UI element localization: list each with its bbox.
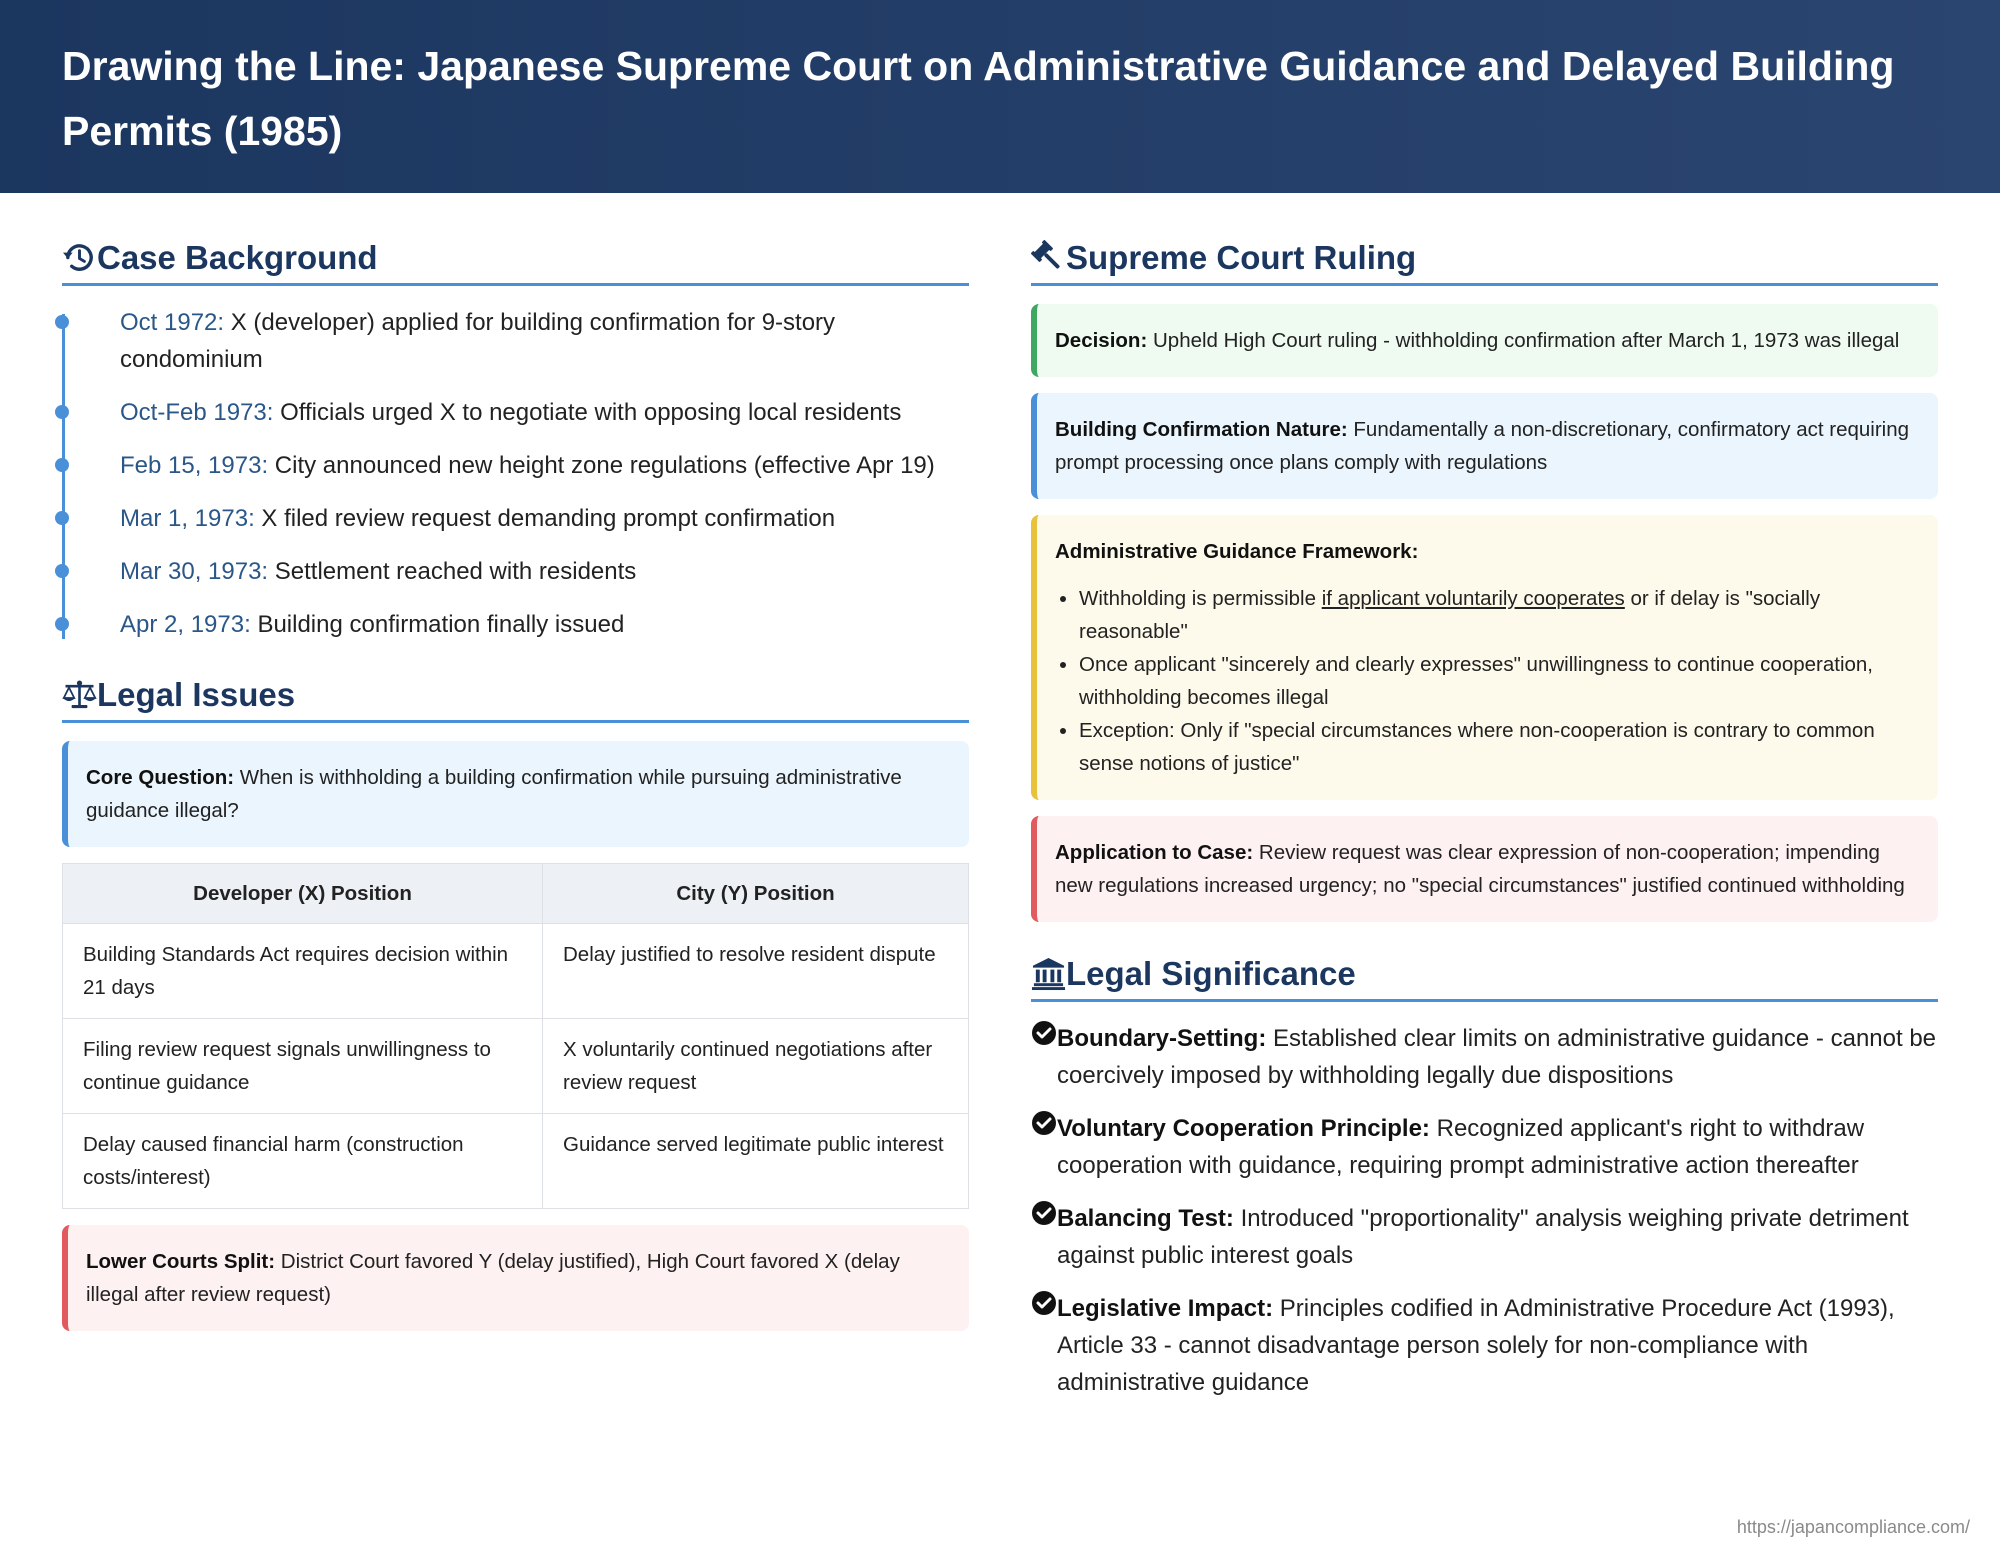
timeline-date: Apr 2, 1973: <box>120 611 251 638</box>
list-item <box>1031 1110 1938 1184</box>
left-column <box>62 240 969 1331</box>
timeline-item <box>120 304 969 378</box>
table-cell: Delay caused financial harm (construction costs/interest) <box>63 1114 543 1209</box>
significance-item-body <box>1057 1110 1938 1184</box>
significance-list <box>1031 1020 1938 1401</box>
decision-label: Decision: <box>1055 329 1148 352</box>
check-circle-icon <box>1031 1110 1057 1136</box>
significance-item-body <box>1057 1200 1938 1274</box>
table-cell: Delay justified to resolve resident dispute <box>543 924 969 1019</box>
guidance-framework-label: Administrative Guidance Framework: <box>1055 540 1419 563</box>
footer-url[interactable]: https://japancompliance.com/ <box>1736 1517 1970 1537</box>
page-title: Drawing the Line: Japanese Supreme Court on Administrative Guidance and Delayed Building Permits (1985) <box>62 43 1895 154</box>
timeline-item <box>120 553 969 590</box>
list-item: • Once applicant "sincerely and clearly expresses" unwillingness to continue cooperation, withholding becomes illegal <box>1079 648 1916 714</box>
table-row <box>63 1019 969 1114</box>
table-header-row <box>63 864 969 924</box>
significance-text: Introduced "proportionality" analysis weighing private detriment against public interest goals <box>1057 1205 1909 1269</box>
timeline-date: Oct-Feb 1973: <box>120 399 274 426</box>
gavel-icon <box>1031 240 1066 275</box>
case-background-title: Case Background <box>97 238 378 276</box>
core-question-label: Core Question: <box>86 766 235 789</box>
guidance-framework-box <box>1031 515 1938 800</box>
significance-text: Established clear limits on administrative guidance - cannot be coercively imposed by withholding legally due dispositions <box>1057 1025 1937 1089</box>
framework-text: Withholding is permissible <box>1079 587 1322 610</box>
significance-item-body <box>1057 1290 1938 1401</box>
decision-box <box>1031 304 1938 377</box>
timeline-text: X filed review request demanding prompt confirmation <box>261 505 836 532</box>
right-column <box>1031 240 1938 1417</box>
timeline-text: Settlement reached with residents <box>274 558 637 585</box>
timeline-text: Building confirmation finally issued <box>257 611 625 638</box>
table-cell: Building Standards Act requires decision within 21 days <box>63 924 543 1019</box>
guidance-framework-list <box>1055 582 1916 780</box>
timeline-date: Mar 30, 1973: <box>120 558 269 585</box>
check-circle-icon <box>1031 1020 1057 1046</box>
significance-text: Principles codified in Administrative Procedure Act (1993), Article 33 - cannot disadvantage person solely for non-compliance with administrative guidance <box>1057 1295 1895 1396</box>
significance-label: Boundary-Setting: <box>1057 1025 1267 1052</box>
confirmation-nature-box <box>1031 393 1938 499</box>
landmark-icon <box>1031 956 1066 991</box>
timeline-item <box>120 394 969 431</box>
timeline-item <box>120 606 969 643</box>
history-icon <box>62 240 97 275</box>
list-item: • Exception: Only if "special circumstances where non-cooperation is contrary to common sense notions of justice" <box>1079 714 1916 780</box>
check-circle-icon <box>1031 1290 1057 1316</box>
framework-text: or if delay is "socially reasonable" <box>1079 587 1821 643</box>
significance-item-body <box>1057 1020 1938 1094</box>
timeline-date: Feb 15, 1973: <box>120 452 269 479</box>
table-cell: Guidance served legitimate public interest <box>543 1114 969 1209</box>
core-question-text: When is withholding a building confirmation while pursuing administrative guidance illegal? <box>86 766 902 822</box>
page-header <box>0 0 2000 193</box>
list-item <box>1031 1290 1938 1401</box>
timeline-text: City announced new height zone regulations (effective Apr 19) <box>274 452 935 479</box>
core-question-box <box>62 741 969 847</box>
timeline <box>62 304 969 643</box>
table-cell: X voluntarily continued negotiations after review request <box>543 1019 969 1114</box>
legal-issues-heading <box>62 677 969 723</box>
lower-courts-box <box>62 1225 969 1331</box>
ruling-heading <box>1031 240 1938 286</box>
timeline-text: Officials urged X to negotiate with opposing local residents <box>280 399 902 426</box>
significance-title: Legal Significance <box>1066 954 1356 992</box>
significance-text: Recognized applicant's right to withdraw cooperation with guidance, requiring prompt administrative action thereafter <box>1057 1115 1865 1179</box>
application-text: Review request was clear expression of non-cooperation; impending new regulations increased urgency; no "special circumstances" justified continued withholding <box>1055 841 1905 897</box>
timeline-item <box>120 447 969 484</box>
framework-underlined-text: if applicant voluntarily cooperates <box>1321 587 1625 610</box>
table-header: City (Y) Position <box>543 864 969 924</box>
confirmation-nature-text: Fundamentally a non-discretionary, confirmatory act requiring prompt processing once plans comply with regulations <box>1055 418 1910 474</box>
significance-heading <box>1031 956 1938 1002</box>
table-header: Developer (X) Position <box>63 864 543 924</box>
timeline-text: X (developer) applied for building confirmation for 9-story condominium <box>120 309 836 373</box>
significance-label: Balancing Test: <box>1057 1205 1234 1232</box>
table-row <box>63 1114 969 1209</box>
case-background-heading <box>62 240 969 286</box>
timeline-date: Mar 1, 1973: <box>120 505 255 532</box>
list-item <box>1031 1200 1938 1274</box>
scales-icon <box>62 677 97 712</box>
table-row <box>63 924 969 1019</box>
list-item <box>1031 1020 1938 1094</box>
legal-issues-title: Legal Issues <box>97 675 296 713</box>
lower-courts-text: District Court favored Y (delay justified), High Court favored X (delay illegal after review request) <box>86 1250 900 1306</box>
confirmation-nature-label: Building Confirmation Nature: <box>1055 418 1348 441</box>
timeline-date: Oct 1972: <box>120 309 225 336</box>
positions-table <box>62 863 969 1209</box>
check-circle-icon <box>1031 1200 1057 1226</box>
application-label: Application to Case: <box>1055 841 1254 864</box>
application-box <box>1031 816 1938 922</box>
list-item <box>1079 582 1916 648</box>
significance-label: Legislative Impact: <box>1057 1295 1274 1322</box>
ruling-title: Supreme Court Ruling <box>1066 238 1417 276</box>
lower-courts-label: Lower Courts Split: <box>86 1250 276 1273</box>
significance-label: Voluntary Cooperation Principle: <box>1057 1115 1430 1142</box>
decision-text: Upheld High Court ruling - withholding confirmation after March 1, 1973 was illegal <box>1152 329 1900 352</box>
table-cell: Filing review request signals unwillingness to continue guidance <box>63 1019 543 1114</box>
timeline-item <box>120 500 969 537</box>
